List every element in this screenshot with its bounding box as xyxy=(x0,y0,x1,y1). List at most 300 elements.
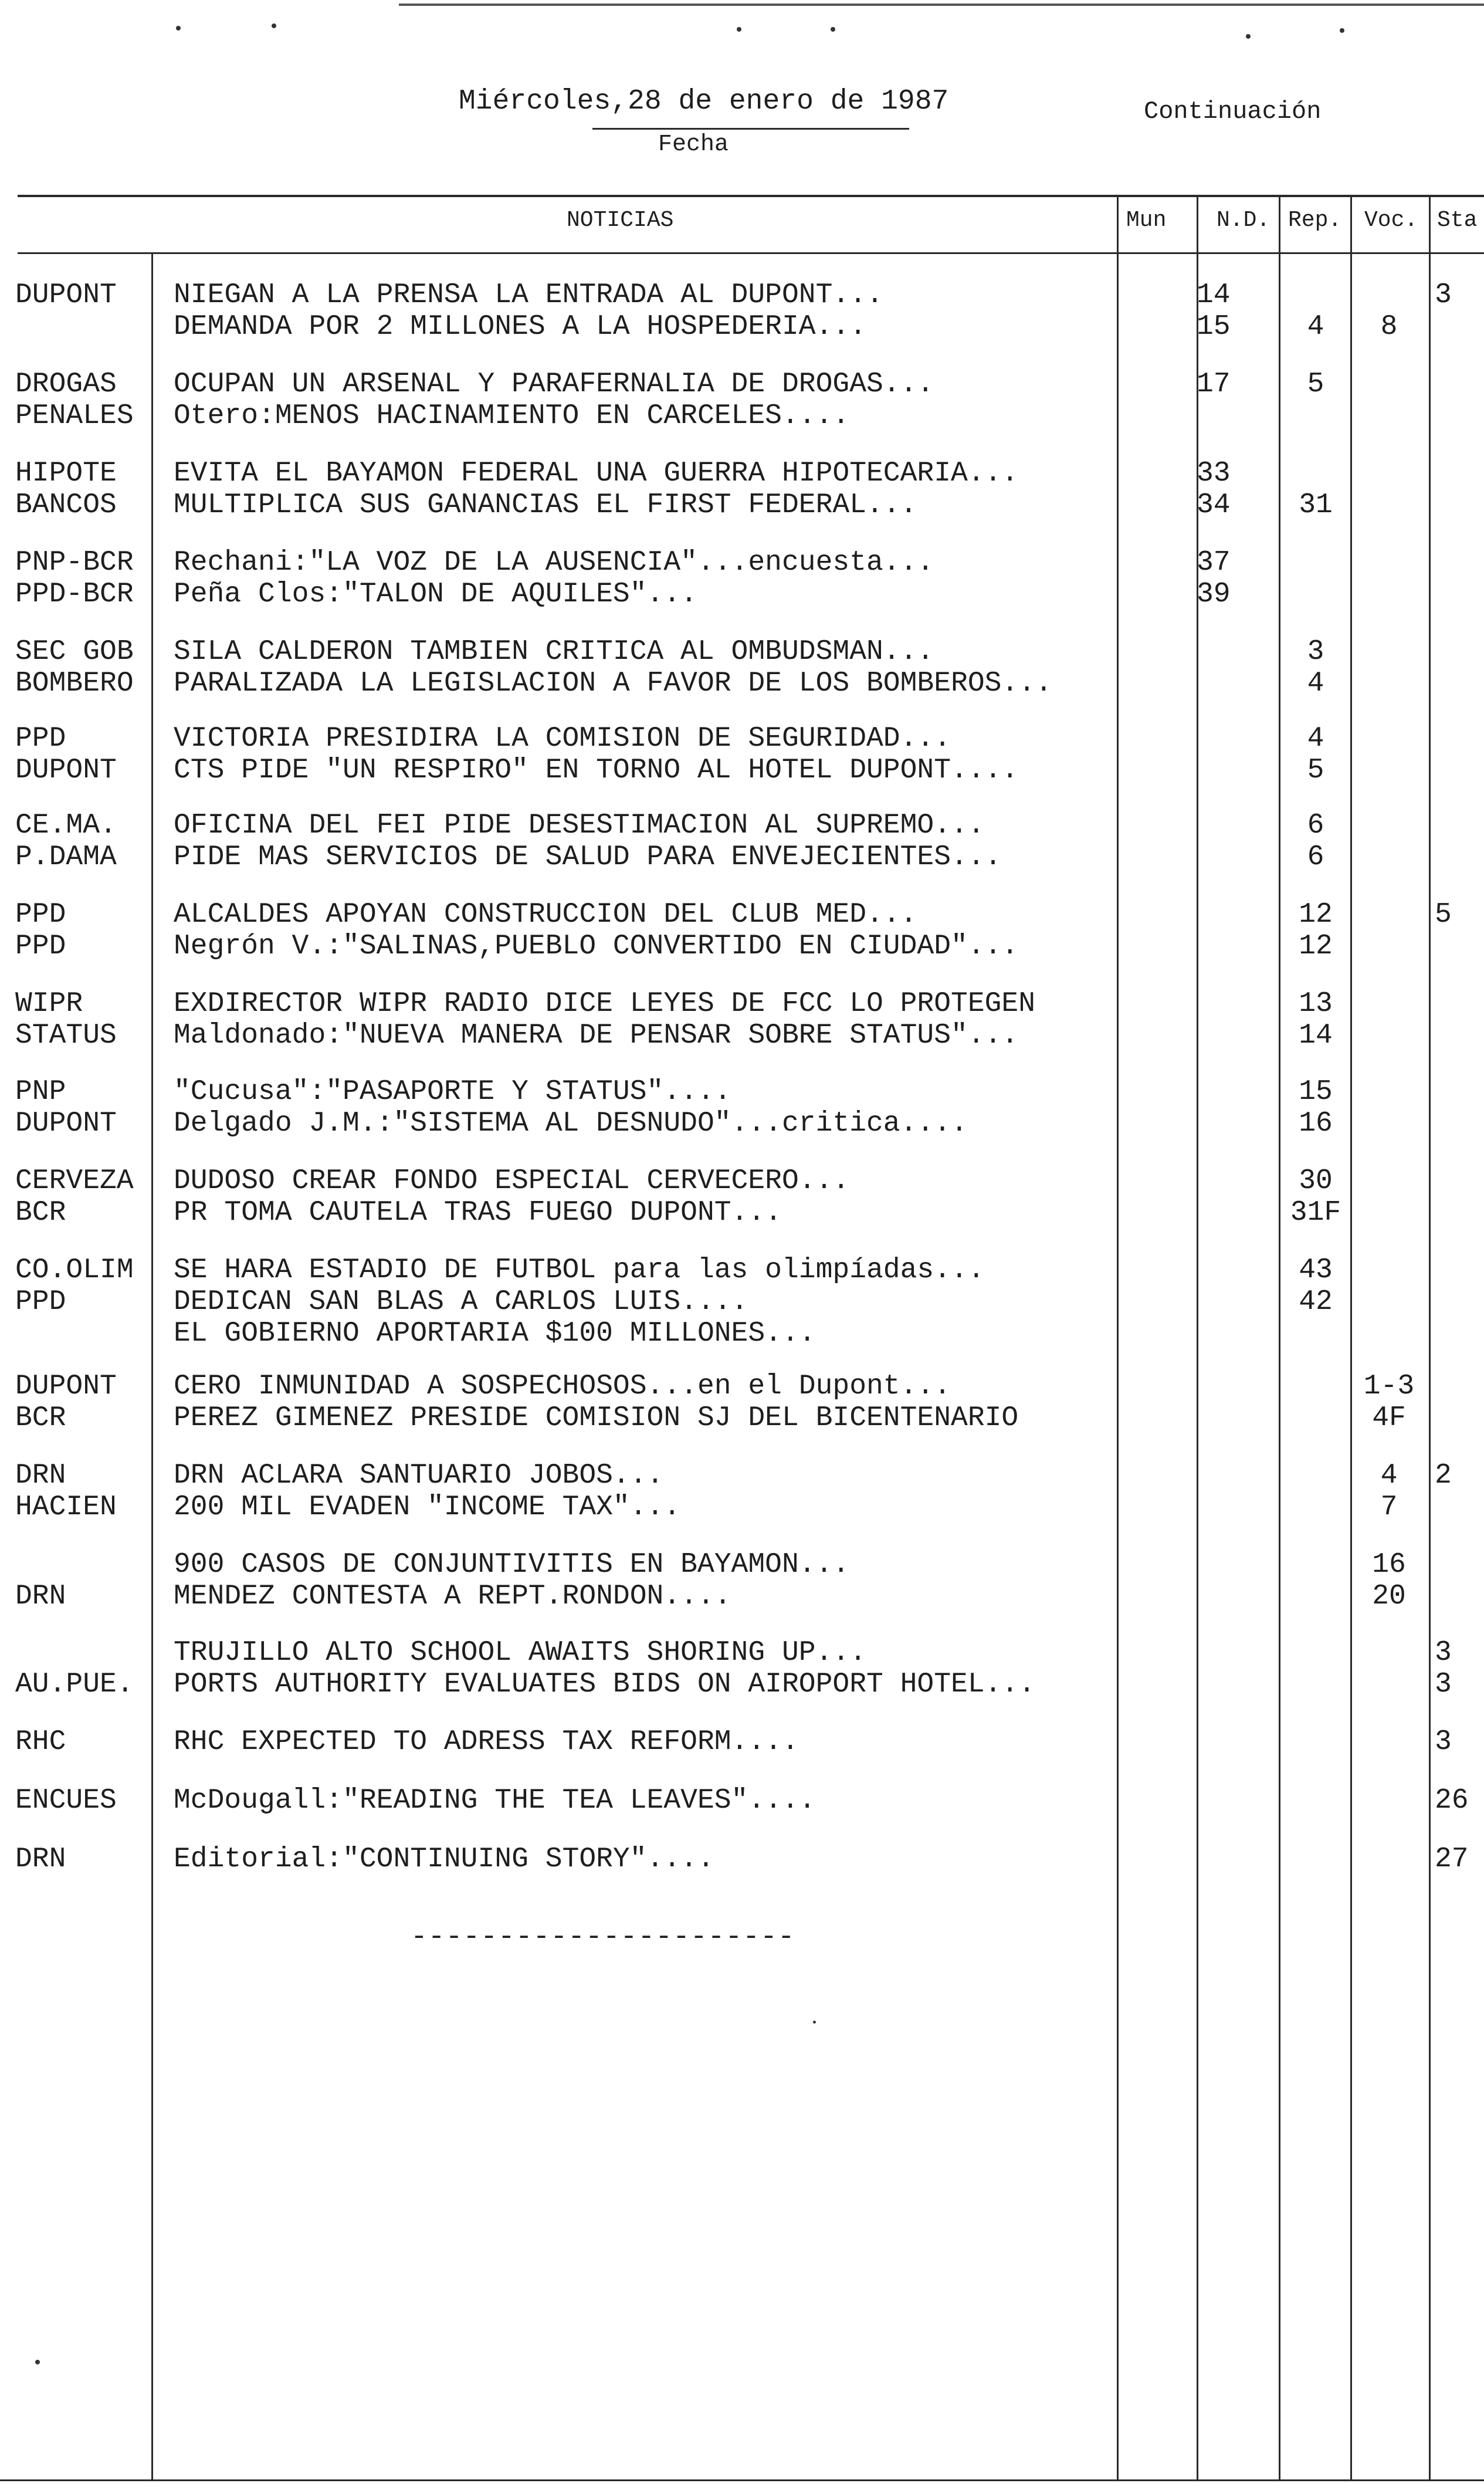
row-headline: 900 CASOS DE CONJUNTIVITIS EN BAYAMON... xyxy=(174,1549,850,1581)
sta-page: 3 xyxy=(1435,1637,1452,1669)
voc-page: 4F xyxy=(1372,1402,1406,1434)
voc-page: 20 xyxy=(1372,1581,1406,1612)
row-tag: AU.PUE. xyxy=(15,1669,134,1700)
row-headline: PORTS AUTHORITY EVALUATES BIDS ON AIROPORT HOTEL... xyxy=(174,1669,1036,1700)
voc-page xyxy=(1360,547,1418,578)
row-headline-cell xyxy=(174,1254,1112,1349)
row-headline-cell xyxy=(174,1460,1112,1523)
sta-page-cell xyxy=(1435,1637,1484,1700)
rep-page xyxy=(1283,1785,1348,1816)
date-text: Miércoles,28 de enero de 1987 xyxy=(459,86,949,117)
row-tag: SEC GOB xyxy=(15,636,134,668)
row-tag: PPD xyxy=(15,899,66,931)
sta-page-cell xyxy=(1435,723,1484,786)
rep-page-cell xyxy=(1283,368,1348,432)
voc-page xyxy=(1360,1843,1418,1875)
sta-page xyxy=(1435,578,1484,610)
scan-speck xyxy=(1340,28,1344,33)
row-tag-cell xyxy=(15,1165,150,1229)
row-headline-cell xyxy=(174,1076,1112,1139)
mun-header: Mun xyxy=(1126,208,1167,233)
voc-page xyxy=(1360,400,1418,432)
rep-page-cell xyxy=(1283,1165,1348,1229)
row-tag xyxy=(15,1549,150,1581)
scan-speck xyxy=(272,23,276,28)
row-headline-cell xyxy=(174,899,1112,962)
voc-page xyxy=(1360,1254,1418,1286)
row-headline: Rechani:"LA VOZ DE LA AUSENCIA"...encuesta... xyxy=(174,547,934,578)
rep-page-cell xyxy=(1283,636,1348,699)
sta-page: 3 xyxy=(1435,1726,1452,1758)
rep-page-cell xyxy=(1283,1549,1348,1612)
scan-speck xyxy=(831,27,835,32)
rep-page xyxy=(1283,1843,1348,1875)
nd-page: 33 xyxy=(1197,458,1231,489)
row-tag: CE.MA. xyxy=(15,810,117,841)
rep-page xyxy=(1283,1371,1348,1402)
voc-page xyxy=(1360,279,1418,311)
sta-page xyxy=(1435,1286,1484,1318)
rep-page xyxy=(1283,1669,1348,1700)
rep-page xyxy=(1283,458,1348,489)
rep-page: 43 xyxy=(1299,1254,1333,1286)
row-tag: DUPONT xyxy=(15,755,117,786)
voc-page xyxy=(1360,755,1418,786)
nd-page: 17 xyxy=(1197,368,1231,400)
voc-page xyxy=(1360,1286,1418,1318)
row-headline: "Cucusa":"PASAPORTE Y STATUS".... xyxy=(174,1076,731,1108)
rep-page-cell xyxy=(1283,1726,1348,1758)
row-headline: PEREZ GIMENEZ PRESIDE COMISION SJ DEL BICENTENARIO xyxy=(174,1402,1019,1434)
nd-page: 15 xyxy=(1197,311,1231,343)
sta-page-cell xyxy=(1435,279,1484,343)
voc-page xyxy=(1360,931,1418,962)
rep-page: 4 xyxy=(1307,723,1324,755)
voc-page-cell xyxy=(1360,723,1418,786)
voc-page-cell xyxy=(1360,368,1418,432)
rep-page-cell xyxy=(1283,1076,1348,1139)
voc-page: 8 xyxy=(1380,311,1398,343)
rep-page: 31 xyxy=(1299,489,1333,521)
rep-page: 30 xyxy=(1299,1165,1333,1197)
sta-page xyxy=(1435,458,1484,489)
page-bottom-rule xyxy=(0,2479,1484,2481)
row-tag-cell xyxy=(15,1371,150,1434)
row-headline-cell xyxy=(174,1637,1112,1700)
voc-page: 16 xyxy=(1372,1549,1406,1581)
rep-page xyxy=(1283,1318,1348,1349)
row-tag: DUPONT xyxy=(15,1108,117,1139)
rep-page: 5 xyxy=(1307,755,1324,786)
rep-page xyxy=(1283,1549,1348,1581)
voc-page xyxy=(1360,489,1418,521)
voc-page xyxy=(1360,668,1418,699)
row-tag: CO.OLIM xyxy=(15,1254,134,1286)
row-tag xyxy=(15,1637,150,1669)
row-headline: Otero:MENOS HACINAMIENTO EN CARCELES.... xyxy=(174,400,850,432)
rep-page-cell xyxy=(1283,1254,1348,1349)
rep-page-cell xyxy=(1283,1637,1348,1700)
sta-page xyxy=(1435,1254,1484,1286)
rep-header: Rep. xyxy=(1288,208,1342,233)
row-headline: DUDOSO CREAR FONDO ESPECIAL CERVECERO... xyxy=(174,1165,850,1197)
rep-page-cell xyxy=(1283,1460,1348,1523)
rep-page: 12 xyxy=(1299,931,1333,962)
row-headline: DEMANDA POR 2 MILLONES A LA HOSPEDERIA... xyxy=(174,311,866,343)
row-headline: Negrón V.:"SALINAS,PUEBLO CONVERTIDO EN CIUDAD"... xyxy=(174,931,1019,962)
rep-page: 3 xyxy=(1307,636,1324,668)
row-tag: PENALES xyxy=(15,400,134,432)
voc-page xyxy=(1360,723,1418,755)
row-tag-cell xyxy=(15,1076,150,1139)
rep-page-cell xyxy=(1283,1371,1348,1434)
row-tag: BOMBERO xyxy=(15,668,134,699)
top-edge-line xyxy=(399,4,1484,6)
nd-page: 14 xyxy=(1197,279,1231,311)
row-headline: Delgado J.M.:"SISTEMA AL DESNUDO"...critica.... xyxy=(174,1108,968,1139)
row-headline-cell xyxy=(174,1726,1112,1758)
sta-header: Sta xyxy=(1437,208,1478,233)
scan-speck xyxy=(176,26,181,31)
voc-page-cell xyxy=(1360,1076,1418,1139)
row-tag: PNP-BCR xyxy=(15,547,134,578)
row-tag-cell xyxy=(15,279,150,343)
sta-page xyxy=(1435,1402,1484,1434)
voc-page xyxy=(1360,899,1418,931)
row-tag-cell xyxy=(15,1460,150,1523)
row-tag: BCR xyxy=(15,1402,66,1434)
voc-page xyxy=(1360,1726,1418,1758)
rep-page: 16 xyxy=(1299,1108,1333,1139)
rep-page-cell xyxy=(1283,810,1348,873)
sta-page-cell xyxy=(1435,547,1484,610)
sta-page xyxy=(1435,931,1484,962)
voc-page-cell xyxy=(1360,1637,1418,1700)
row-headline-cell xyxy=(174,636,1112,699)
row-headline: Editorial:"CONTINUING STORY".... xyxy=(174,1843,714,1875)
voc-page-cell xyxy=(1360,1549,1418,1612)
row-headline: VICTORIA PRESIDIRA LA COMISION DE SEGURIDAD... xyxy=(174,723,951,755)
voc-header: Voc. xyxy=(1364,208,1418,233)
continuation-label: Continuación xyxy=(1144,97,1322,126)
end-dashed-rule: ---------------------- xyxy=(411,1921,795,1953)
row-tag: HACIEN xyxy=(15,1491,117,1523)
row-tag-cell xyxy=(15,1549,150,1612)
sta-page xyxy=(1435,755,1484,786)
rep-page: 4 xyxy=(1307,668,1324,699)
scan-speck xyxy=(1246,34,1251,39)
sta-page xyxy=(1435,636,1484,668)
voc-page-cell xyxy=(1360,1785,1418,1816)
voc-page: 1-3 xyxy=(1363,1371,1415,1402)
rep-page xyxy=(1283,1726,1348,1758)
row-headline: Maldonado:"NUEVA MANERA DE PENSAR SOBRE STATUS"... xyxy=(174,1020,1019,1051)
rep-page xyxy=(1283,578,1348,610)
sta-page-cell xyxy=(1435,1076,1484,1139)
row-tag xyxy=(15,1318,150,1349)
row-headline: Peña Clos:"TALON DE AQUILES"... xyxy=(174,578,697,610)
row-headline: DRN ACLARA SANTUARIO JOBOS... xyxy=(174,1460,664,1491)
sta-page-cell xyxy=(1435,1549,1484,1612)
row-tag: DRN xyxy=(15,1843,66,1875)
mun-column-left-divider xyxy=(1117,196,1119,2479)
row-tag-cell xyxy=(15,1785,150,1816)
voc-page xyxy=(1360,1165,1418,1197)
sta-page-cell xyxy=(1435,458,1484,521)
sta-page-cell xyxy=(1435,1460,1484,1523)
rep-page-cell xyxy=(1283,279,1348,343)
row-tag: PPD-BCR xyxy=(15,578,134,610)
sta-page xyxy=(1435,723,1484,755)
row-tag-cell xyxy=(15,636,150,699)
noticias-header: NOTICIAS xyxy=(567,208,674,233)
sta-page xyxy=(1435,1076,1484,1108)
row-tag-cell xyxy=(15,723,150,786)
sta-page xyxy=(1435,1318,1484,1349)
rep-page: 4 xyxy=(1307,311,1324,343)
rep-page xyxy=(1283,279,1348,311)
row-tag: DROGAS xyxy=(15,368,117,400)
row-headline: SILA CALDERON TAMBIEN CRITICA AL OMBUDSMAN... xyxy=(174,636,934,668)
row-tag: BANCOS xyxy=(15,489,117,521)
rep-page-cell xyxy=(1283,1785,1348,1816)
rep-page-cell xyxy=(1283,547,1348,610)
row-tag-cell xyxy=(15,1637,150,1700)
sta-page-cell xyxy=(1435,1165,1484,1229)
voc-page-cell xyxy=(1360,1726,1418,1758)
voc-page xyxy=(1360,1637,1418,1669)
voc-page-cell xyxy=(1360,636,1418,699)
voc-page-cell xyxy=(1360,1254,1418,1349)
voc-page xyxy=(1360,1318,1418,1349)
table-top-rule xyxy=(18,195,1484,197)
sta-page: 26 xyxy=(1435,1785,1469,1816)
rep-page: 12 xyxy=(1299,899,1333,931)
nd-header: N.D. xyxy=(1217,208,1270,233)
voc-page-cell xyxy=(1360,1165,1418,1229)
row-headline: 200 MIL EVADEN "INCOME TAX"... xyxy=(174,1491,681,1523)
row-headline-cell xyxy=(174,458,1112,521)
voc-page xyxy=(1360,636,1418,668)
sta-page xyxy=(1435,1020,1484,1051)
row-headline: DEDICAN SAN BLAS A CARLOS LUIS.... xyxy=(174,1286,748,1318)
voc-page-cell xyxy=(1360,988,1418,1051)
rep-page: 5 xyxy=(1307,368,1324,400)
row-headline: OCUPAN UN ARSENAL Y PARAFERNALIA DE DROGAS... xyxy=(174,368,934,400)
rep-page: 6 xyxy=(1307,810,1324,841)
row-tag-cell xyxy=(15,547,150,610)
rep-page xyxy=(1283,1637,1348,1669)
rep-page-cell xyxy=(1283,1843,1348,1875)
rep-page: 42 xyxy=(1299,1286,1333,1318)
sta-page xyxy=(1435,489,1484,521)
voc-page xyxy=(1360,1197,1418,1229)
row-headline: SE HARA ESTADIO DE FUTBOL para las olimpíadas... xyxy=(174,1254,985,1286)
rep-page-cell xyxy=(1283,988,1348,1051)
rep-page xyxy=(1283,1460,1348,1491)
sta-page-cell xyxy=(1435,1726,1484,1758)
voc-page xyxy=(1360,1020,1418,1051)
rep-page: 13 xyxy=(1299,988,1333,1020)
row-headline-cell xyxy=(174,810,1112,873)
sta-page-cell xyxy=(1435,810,1484,873)
nd-page: 37 xyxy=(1197,547,1231,578)
sta-page: 3 xyxy=(1435,1669,1452,1700)
row-headline: ALCALDES APOYAN CONSTRUCCION DEL CLUB MED... xyxy=(174,899,917,931)
voc-page xyxy=(1360,1669,1418,1700)
sta-page xyxy=(1435,1491,1484,1523)
row-tag: PPD xyxy=(15,1286,66,1318)
scan-speck xyxy=(813,2021,816,2024)
row-headline: CTS PIDE "UN RESPIRO" EN TORNO AL HOTEL DUPONT.... xyxy=(174,755,1019,786)
sta-page: 2 xyxy=(1435,1460,1452,1491)
row-tag-cell xyxy=(15,899,150,962)
rep-page: 31F xyxy=(1290,1197,1341,1229)
voc-page-cell xyxy=(1360,1843,1418,1875)
row-tag: DUPONT xyxy=(15,1371,117,1402)
row-tag-cell xyxy=(15,1254,150,1349)
scan-speck xyxy=(35,2360,40,2364)
voc-page-cell xyxy=(1360,810,1418,873)
voc-column-left-divider xyxy=(1350,196,1352,2479)
sta-page xyxy=(1435,400,1484,432)
row-headline: TRUJILLO ALTO SCHOOL AWAITS SHORING UP... xyxy=(174,1637,866,1669)
row-tag: CERVEZA xyxy=(15,1165,134,1197)
sta-page-cell xyxy=(1435,368,1484,432)
header-bottom-rule xyxy=(18,252,1484,254)
row-headline-cell xyxy=(174,547,1112,610)
nd-page: 39 xyxy=(1197,578,1231,610)
row-headline: NIEGAN A LA PRENSA LA ENTRADA AL DUPONT... xyxy=(174,279,883,311)
row-headline-cell xyxy=(174,1371,1112,1434)
row-headline-cell xyxy=(174,1549,1112,1612)
row-tag-cell xyxy=(15,1843,150,1875)
sta-page xyxy=(1435,668,1484,699)
voc-page xyxy=(1360,1076,1418,1108)
voc-page xyxy=(1360,458,1418,489)
row-tag: ENCUES xyxy=(15,1785,117,1816)
sta-page-cell xyxy=(1435,636,1484,699)
sta-page xyxy=(1435,1549,1484,1581)
voc-page xyxy=(1360,1108,1418,1139)
sta-page-cell xyxy=(1435,1843,1484,1875)
sta-page xyxy=(1435,1581,1484,1612)
scan-speck xyxy=(737,27,741,32)
sta-column-left-divider xyxy=(1429,196,1431,2479)
rep-page-cell xyxy=(1283,458,1348,521)
row-tag: STATUS xyxy=(15,1020,117,1051)
row-tag xyxy=(15,311,150,343)
sta-page xyxy=(1435,1197,1484,1229)
row-headline: CERO INMUNIDAD A SOSPECHOSOS...en el Dupont... xyxy=(174,1371,951,1402)
row-tag-cell xyxy=(15,1726,150,1758)
row-headline-cell xyxy=(174,1785,1112,1816)
sta-page-cell xyxy=(1435,1254,1484,1349)
row-headline-cell xyxy=(174,723,1112,786)
row-headline-cell xyxy=(174,988,1112,1051)
sta-page xyxy=(1435,368,1484,400)
row-headline-cell xyxy=(174,1165,1112,1229)
voc-page-cell xyxy=(1360,1371,1418,1434)
date-label: Fecha xyxy=(658,131,729,158)
row-headline: MENDEZ CONTESTA A REPT.RONDON.... xyxy=(174,1581,731,1612)
row-tag: DUPONT xyxy=(15,279,117,311)
sta-page xyxy=(1435,810,1484,841)
row-tag: P.DAMA xyxy=(15,841,117,873)
voc-page-cell xyxy=(1360,1460,1418,1523)
rep-page xyxy=(1283,1491,1348,1523)
sta-page xyxy=(1435,1371,1484,1402)
rep-page xyxy=(1283,400,1348,432)
row-tag-cell xyxy=(15,458,150,521)
voc-page: 4 xyxy=(1380,1460,1398,1491)
nd-page: 34 xyxy=(1197,489,1231,521)
row-tag: BCR xyxy=(15,1197,66,1229)
row-tag: DRN xyxy=(15,1460,66,1491)
row-headline-cell xyxy=(174,1843,1112,1875)
sta-page xyxy=(1435,311,1484,343)
voc-page xyxy=(1360,841,1418,873)
sta-page-cell xyxy=(1435,899,1484,962)
voc-page xyxy=(1360,810,1418,841)
sta-page-cell xyxy=(1435,988,1484,1051)
row-tag: PPD xyxy=(15,931,66,962)
row-tag: PNP xyxy=(15,1076,66,1108)
voc-page-cell xyxy=(1360,899,1418,962)
row-headline-cell xyxy=(174,279,1112,343)
sta-page: 27 xyxy=(1435,1843,1469,1875)
row-tag-cell xyxy=(15,810,150,873)
sta-page: 5 xyxy=(1435,899,1452,931)
row-headline: RHC EXPECTED TO ADRESS TAX REFORM.... xyxy=(174,1726,799,1758)
sta-page-cell xyxy=(1435,1371,1484,1434)
row-tag: RHC xyxy=(15,1726,66,1758)
voc-page-cell xyxy=(1360,547,1418,610)
row-headline: OFICINA DEL FEI PIDE DESESTIMACION AL SUPREMO... xyxy=(174,810,985,841)
sta-page xyxy=(1435,988,1484,1020)
row-tag: DRN xyxy=(15,1581,66,1612)
row-tag: HIPOTE xyxy=(15,458,117,489)
row-tag-cell xyxy=(15,368,150,432)
row-headline: EVITA EL BAYAMON FEDERAL UNA GUERRA HIPOTECARIA... xyxy=(174,458,1019,489)
sta-page xyxy=(1435,841,1484,873)
voc-page-cell xyxy=(1360,458,1418,521)
row-headline: EXDIRECTOR WIPR RADIO DICE LEYES DE FCC LO PROTEGEN xyxy=(174,988,1036,1020)
row-headline: PARALIZADA LA LEGISLACION A FAVOR DE LOS BOMBEROS... xyxy=(174,668,1052,699)
tag-column-divider xyxy=(151,253,153,2479)
rep-page xyxy=(1283,547,1348,578)
voc-page-cell xyxy=(1360,279,1418,343)
voc-page xyxy=(1360,1785,1418,1816)
row-tag: PPD xyxy=(15,723,66,755)
rep-page-cell xyxy=(1283,723,1348,786)
rep-page: 15 xyxy=(1299,1076,1333,1108)
rep-page-cell xyxy=(1283,899,1348,962)
rep-page xyxy=(1283,1581,1348,1612)
voc-page xyxy=(1360,368,1418,400)
voc-page xyxy=(1360,988,1418,1020)
row-tag: WIPR xyxy=(15,988,83,1020)
date-underline xyxy=(592,128,909,130)
sta-page xyxy=(1435,1108,1484,1139)
rep-page: 14 xyxy=(1299,1020,1333,1051)
row-headline: PIDE MAS SERVICIOS DE SALUD PARA ENVEJECIENTES... xyxy=(174,841,1002,873)
voc-page xyxy=(1360,578,1418,610)
row-headline-cell xyxy=(174,368,1112,432)
sta-page xyxy=(1435,547,1484,578)
rep-page: 6 xyxy=(1307,841,1324,873)
sta-page xyxy=(1435,1165,1484,1197)
